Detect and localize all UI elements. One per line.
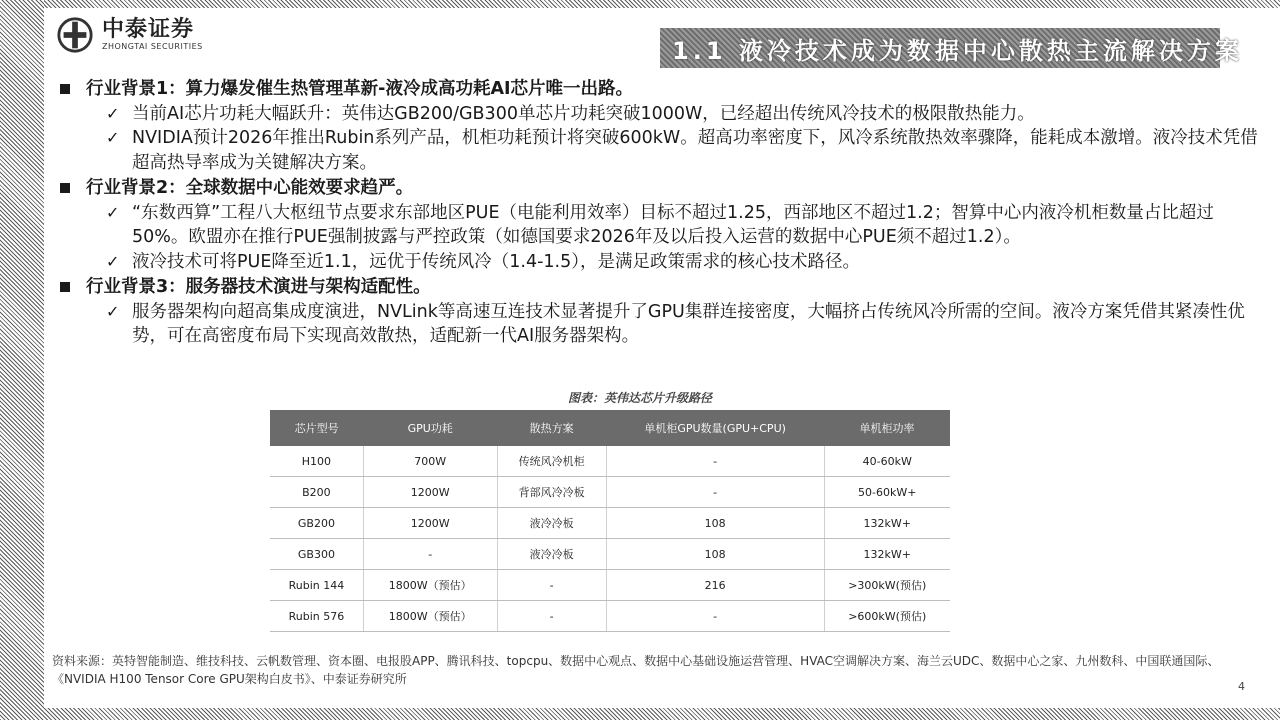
table-cell: H100 <box>270 446 363 477</box>
column-header: 散热方案 <box>497 410 606 446</box>
table-cell: GB200 <box>270 508 363 539</box>
column-header: GPU功耗 <box>363 410 497 446</box>
checkmark-icon: ✓ <box>106 251 120 271</box>
table-cell: 1200W <box>363 477 497 508</box>
table-cell: 40-60kW <box>824 446 950 477</box>
column-header: 单机柜GPU数量(GPU+CPU) <box>606 410 824 446</box>
table-cell: >300kW(预估) <box>824 570 950 601</box>
top-hatch-border <box>0 0 1280 8</box>
checkmark-icon: ✓ <box>106 202 120 222</box>
table-caption: 图表：英伟达芯片升级路径 <box>567 391 712 405</box>
table-cell: - <box>606 601 824 632</box>
table-cell: 背部风冷冷板 <box>497 477 606 508</box>
list-item: ✓ 服务器架构向超高集成度演进，NVLink等高速互连技术显著提升了GPU集群连接密度，大幅挤占传统风冷所需的空间。液冷方案凭借其紧凑性优势，可在高密度布局下实现高效散热，适配新一代AI服务器架构。 <box>60 300 1260 349</box>
column-header: 单机柜功率 <box>824 410 950 446</box>
table-cell: 700W <box>363 446 497 477</box>
table-cell: - <box>606 446 824 477</box>
list-item: ✓ 当前AI芯片功耗大幅跃升：英伟达GB200/GB300单芯片功耗突破1000W，已经超出传统风冷技术的极限散热能力。 <box>60 102 1260 127</box>
checkmark-icon: ✓ <box>106 128 120 147</box>
table-cell: - <box>363 539 497 570</box>
table-cell: 传统风冷机柜 <box>497 446 606 477</box>
square-bullet-icon <box>60 84 70 94</box>
table-cell: >600kW(预估) <box>824 601 950 632</box>
table-cell: GB300 <box>270 539 363 570</box>
table-row <box>270 508 950 539</box>
slide-body <box>60 76 1260 349</box>
table-row <box>270 477 950 508</box>
table-cell: - <box>497 570 606 601</box>
brand-logo <box>56 16 203 54</box>
table-cell: Rubin 144 <box>270 570 363 601</box>
square-bullet-icon <box>60 282 70 292</box>
list-item: ✓ NVIDIA预计2026年推出Rubin系列产品，机柜功耗预计将突破600kW。超高功率密度下，风冷系统散热效率骤降，能耗成本激增。液冷技术凭借超高热导率成为关键解决方案。 <box>60 126 1260 175</box>
column-header: 芯片型号 <box>270 410 363 446</box>
table-cell: 1800W（预估） <box>363 570 497 601</box>
table-cell: 216 <box>606 570 824 601</box>
table-row <box>270 539 950 570</box>
bottom-hatch-border <box>0 708 1280 720</box>
table-cell: 132kW+ <box>824 508 950 539</box>
brand-emblem-icon <box>56 16 94 54</box>
checkmark-icon: ✓ <box>106 301 120 321</box>
checkmark-icon: ✓ <box>106 103 120 123</box>
table-cell: 132kW+ <box>824 539 950 570</box>
table-header-row <box>270 410 950 446</box>
source-note: 资料来源：英特智能制造、维技科技、云帆数管理、资本圈、电报股APP、腾讯科技、topcpu、数据中心观点、数据中心基础设施运营管理、HVAC空调解决方案、海兰云UDC、数据中心之家、九州数科、中国联通国际、《NVIDIA H100 Tensor Core GPU架构白皮书》、中泰证券研究所 <box>52 654 1220 686</box>
table-cell: 液冷冷板 <box>497 539 606 570</box>
square-bullet-icon <box>60 183 70 193</box>
table-cell: Rubin 576 <box>270 601 363 632</box>
table-cell: - <box>497 601 606 632</box>
table-cell: 液冷冷板 <box>497 508 606 539</box>
section-heading: 行业背景3：服务器技术演进与架构适配性。 <box>60 275 1260 300</box>
brand-name-en: ZHONGTAI SECURITIES <box>102 42 203 51</box>
table-cell: 50-60kW+ <box>824 477 950 508</box>
section-heading: 行业背景2：全球数据中心能效要求趋严。 <box>60 176 1260 201</box>
list-item: ✓ 液冷技术可将PUE降至近1.1，远优于传统风冷（1.4-1.5），是满足政策需求的核心技术路径。 <box>60 250 1260 275</box>
table-row <box>270 446 950 477</box>
table-cell: 108 <box>606 539 824 570</box>
table-row <box>270 601 950 632</box>
table-cell: 1200W <box>363 508 497 539</box>
chip-upgrade-table <box>270 410 950 632</box>
left-hatch-border <box>0 0 44 720</box>
table-row <box>270 570 950 601</box>
brand-name-cn: 中泰证券 <box>102 17 195 42</box>
table-cell: B200 <box>270 477 363 508</box>
table-cell: 108 <box>606 508 824 539</box>
table-cell: - <box>606 477 824 508</box>
page-number: 4 <box>1238 680 1245 693</box>
slide-title-bar <box>660 28 1243 68</box>
slide-title: 1.1 液冷技术成为数据中心散热主流解决方案 <box>672 36 1243 65</box>
list-item: ✓ “东数西算”工程八大枢纽节点要求东部地区PUE（电能利用效率）目标不超过1.25，西部地区不超过1.2；智算中心内液冷机柜数量占比超过50%。欧盟亦在推行PUE强制披露与严控政策（如德国要求2026年及以后投入运营的数据中心PUE须不超过1.2）。 <box>60 201 1260 250</box>
table-cell: 1800W（预估） <box>363 601 497 632</box>
section-heading: 行业背景1：算力爆发催生热管理革新-液冷成高功耗AI芯片唯一出路。 <box>60 77 1260 102</box>
